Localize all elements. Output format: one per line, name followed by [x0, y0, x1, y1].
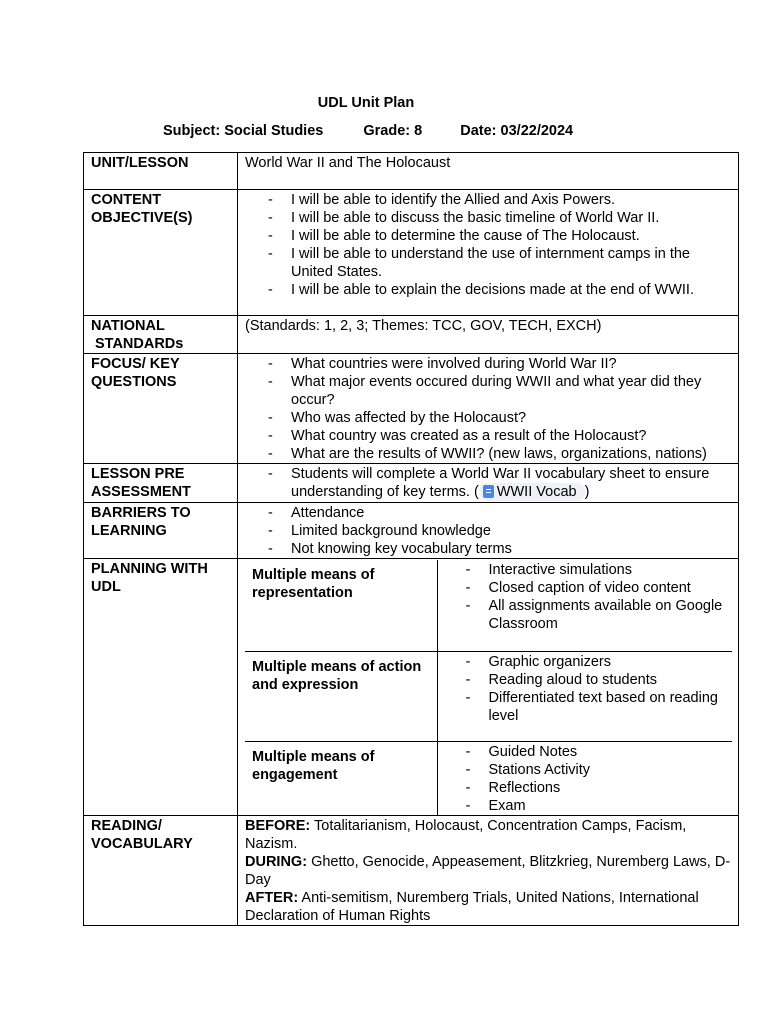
list-item: - What country was created as a result of the Holocaust? [245, 427, 732, 445]
label-line: QUESTIONS [91, 374, 177, 390]
list-item: - What are the results of WWII? (new laws, organizations, nations) [245, 445, 732, 463]
google-doc-icon [483, 485, 494, 498]
document-subtitle [163, 122, 573, 140]
row-planning-udl [84, 559, 739, 816]
vocab-before-label: BEFORE: [245, 817, 311, 834]
list-item: - Guided Notes [444, 743, 727, 761]
barriers-label [84, 503, 238, 559]
udl-section-list [444, 743, 727, 815]
list-item: - What major events occured during WWII and what year did they occur? [245, 373, 732, 409]
list-item: - Interactive simulations [444, 561, 727, 579]
row-reading-vocabulary [84, 815, 739, 925]
document-title: UDL Unit Plan [317, 95, 415, 111]
list-item: - Not knowing key vocabulary terms [245, 540, 732, 558]
label-line: STANDARDs [95, 336, 184, 352]
row-focus-questions [84, 354, 739, 464]
label-line: UDL [91, 579, 121, 595]
objectives-list [245, 191, 732, 299]
list-item: - Stations Activity [444, 761, 727, 779]
list-item: - Exam [444, 797, 727, 815]
label-line: PLANNING WITH [91, 561, 208, 577]
national-standards-label [84, 316, 238, 354]
row-pre-assessment [84, 464, 739, 503]
udl-section-title: Multiple means of engagement [245, 741, 437, 815]
list-item: - What countries were involved during World War II? [245, 355, 732, 373]
pre-assessment-label [84, 464, 238, 503]
vocab-after-label: AFTER: [245, 889, 299, 906]
udl-row-representation [245, 560, 732, 651]
udl-row-action-expression [245, 651, 732, 741]
unit-lesson-value: World War II and The Holocaust [238, 153, 739, 190]
vocab-during [245, 853, 732, 889]
label-line: BARRIERS TO [91, 505, 191, 521]
vocab-during-label: DURING: [245, 853, 308, 870]
label-line: ASSESSMENT [91, 484, 191, 500]
udl-section-cell [437, 560, 732, 651]
wwii-vocab-link-chip[interactable] [479, 483, 585, 501]
pre-assessment-cell [238, 464, 739, 503]
content-objectives-cell [238, 190, 739, 316]
list-item: - I will be able to identify the Allied and Axis Powers. [245, 191, 732, 209]
vocab-during-text: Ghetto, Genocide, Appeasement, Blitzkrieg, Nuremberg Laws, D-Day [245, 853, 731, 888]
national-standards-value: (Standards: 1, 2, 3; Themes: TCC, GOV, TECH, EXCH) [238, 316, 739, 354]
udl-section-title: Multiple means of representation [245, 560, 437, 651]
label-line: LEARNING [91, 523, 167, 539]
row-content-objectives [84, 190, 739, 316]
grade-text: Grade: 8 [363, 123, 423, 139]
content-objectives-label: CONTENT OBJECTIVE(S) [84, 190, 238, 316]
vocab-before-text: Totalitarianism, Holocaust, Concentration Camps, Facism, Nazism. [245, 817, 687, 852]
list-item: - I will be able to determine the cause of The Holocaust. [245, 227, 732, 245]
row-national-standards [84, 316, 739, 354]
focus-questions-label [84, 354, 238, 464]
barriers-list [245, 504, 732, 558]
pre-assessment-text: Students will complete a World War II vocabulary sheet to ensure understanding of key terms. ( [291, 466, 710, 500]
list-item: - Reading aloud to students [444, 671, 727, 689]
list-item [245, 465, 732, 501]
list-item: - Limited background knowledge [245, 522, 732, 540]
list-item: - All assignments available on Google Classroom [444, 597, 727, 633]
unit-lesson-label: UNIT/LESSON [84, 153, 238, 190]
udl-section-list [444, 561, 727, 633]
row-barriers [84, 503, 739, 559]
row-unit-lesson [84, 153, 739, 190]
label-line: VOCABULARY [91, 835, 193, 852]
udl-row-engagement [245, 741, 732, 815]
barriers-cell [238, 503, 739, 559]
focus-questions-list [245, 355, 732, 463]
list-item: - Closed caption of video content [444, 579, 727, 597]
udl-section-list [444, 653, 727, 725]
planning-udl-label [84, 559, 238, 816]
label-line: FOCUS/ KEY [91, 356, 180, 372]
list-item: - Differentiated text based on reading level [444, 689, 727, 725]
reading-vocabulary-label [84, 815, 238, 925]
udl-section-cell [437, 741, 732, 815]
udl-nested-cell [238, 559, 739, 816]
label-line: READING/ [91, 817, 162, 834]
date-text: Date: 03/22/2024 [460, 123, 574, 139]
list-item: - I will be able to understand the use of internment camps in the United States. [245, 245, 732, 281]
list-item: - I will be able to discuss the basic timeline of World War II. [245, 209, 732, 227]
vocab-after-text: Anti-semitism, Nuremberg Trials, United Nations, International Declaration of Human Rights [245, 889, 699, 924]
wwii-vocab-link-label[interactable]: WWII Vocab [496, 484, 577, 500]
udl-table [245, 560, 732, 815]
pre-assessment-list [245, 465, 732, 501]
udl-section-title: Multiple means of action and expression [245, 651, 437, 741]
vocab-after [245, 889, 732, 925]
unit-plan-table [83, 152, 739, 926]
list-item: - Who was affected by the Holocaust? [245, 409, 732, 427]
label-line: NATIONAL [91, 318, 165, 334]
list-item: - I will be able to explain the decisions made at the end of WWII. [245, 281, 732, 299]
list-item: - Attendance [245, 504, 732, 522]
focus-questions-cell [238, 354, 739, 464]
label-line: LESSON PRE [91, 466, 185, 482]
list-item: - Graphic organizers [444, 653, 727, 671]
udl-section-cell [437, 651, 732, 741]
vocab-before [245, 817, 732, 853]
list-item: - Reflections [444, 779, 727, 797]
subject-text: Subject: Social Studies [163, 123, 324, 139]
closing-paren: ) [584, 484, 590, 500]
reading-vocabulary-cell [238, 815, 739, 925]
